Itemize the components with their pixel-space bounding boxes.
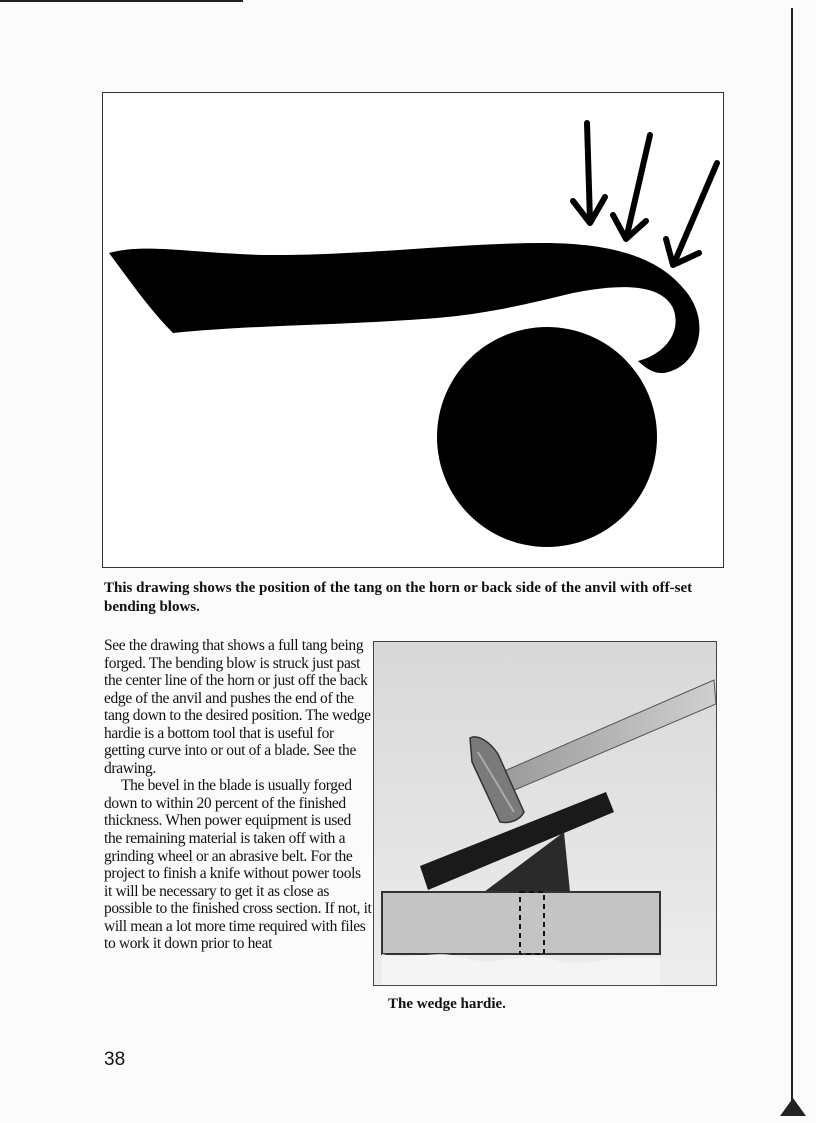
tang-on-horn-drawing — [103, 93, 723, 567]
right-margin-rule — [791, 8, 793, 1108]
bending-blow-arrows — [573, 123, 717, 265]
top-rule — [0, 0, 243, 2]
figure-caption: This drawing shows the position of the tang on the horn or back side of the anvil with off-set bending blows. — [104, 580, 693, 615]
wedge-hardie-illustration — [374, 642, 716, 985]
paragraph: The bevel in the blade is usually forged down to within 20 percent of the finished thickness. When power equipment is used the remaining material is taken off with a grinding wheel or an abrasive belt. For the project to finish a knife without power tools it will be necessary to get it as close as possible to the finished cross section. If not, it will mean a lot more time required with files to work it down prior to heat — [104, 777, 372, 953]
corner-mark — [778, 1094, 808, 1118]
wedge-hardie-photo — [373, 641, 717, 986]
tang-bending-figure — [102, 92, 724, 568]
anvil-horn — [437, 327, 657, 547]
paragraph: See the drawing that shows a full tang being forged. The bending blow is struck just past the center line of the horn or just off the back edge of the anvil and pushes the end of the tang down to the desired position. The wedge hardie is a bottom tool that is useful for getting curve into or out of a blade. See the drawing. — [104, 637, 371, 777]
body-text — [104, 637, 372, 953]
photo-caption: The wedge hardie. — [388, 996, 506, 1012]
page-number: 38 — [104, 1049, 126, 1070]
